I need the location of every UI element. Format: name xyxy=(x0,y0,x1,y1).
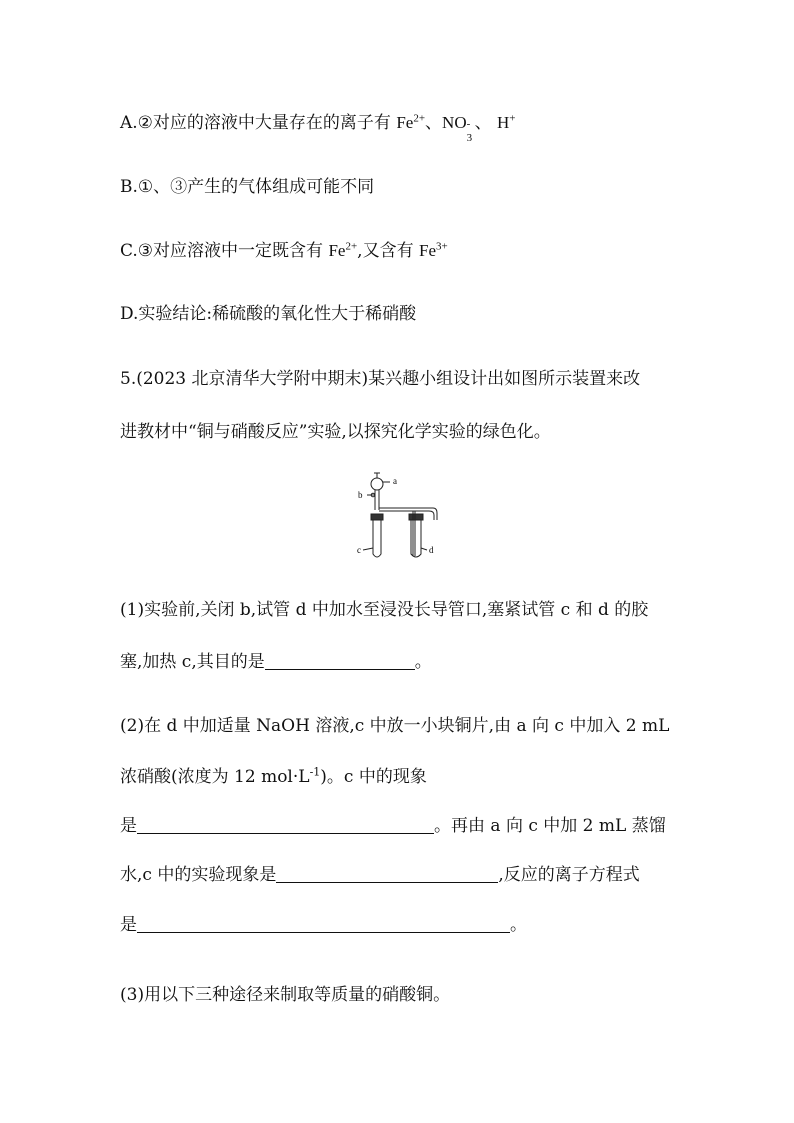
part-2-line5: 是 。 xyxy=(120,915,527,935)
option-d: D.实验结论:稀硫酸的氧化性大于稀硝酸 xyxy=(120,304,417,324)
question-5-line2: 进教材中“铜与硝酸反应”实验,以探究化学实验的绿色化。 xyxy=(120,422,551,442)
part-2-line2: 浓硝酸(浓度为 12 $mol\cdot L^{-1}$)。c 中的现象 xyxy=(120,765,427,787)
option-c-label: C.③对应溶液中一定既含有 xyxy=(120,241,329,261)
part-2-line1: (2)在 d 中加适量 NaOH 溶液,c 中放一小块铜片,由 a 向 c 中加入 2 mL xyxy=(120,716,670,736)
option-a-label: A.②对应的溶液中大量存在的离子有 xyxy=(120,113,397,133)
answer-blank-1[interactable] xyxy=(265,651,415,670)
label-c: c xyxy=(357,545,361,555)
option-b: B.①、③产生的气体组成可能不同 xyxy=(120,177,375,197)
ion-no3: NO xyxy=(442,113,467,132)
separator: 、 xyxy=(474,113,498,133)
answer-blank-2[interactable] xyxy=(137,815,434,834)
answer-blank-3[interactable] xyxy=(276,864,498,883)
ion-h: H xyxy=(497,113,510,132)
apparatus-diagram xyxy=(355,470,445,562)
ion-fe3: Fe xyxy=(418,241,436,260)
label-b: b xyxy=(358,490,363,500)
ion-fe-charge: 2+ xyxy=(413,112,426,125)
ion-fe2-charge: 2+ xyxy=(345,240,358,253)
option-c xyxy=(120,239,448,263)
part-2-line3: 是 。再由 a 向 c 中加 2 mL 蒸馏 xyxy=(120,816,666,836)
answer-blank-4[interactable] xyxy=(137,914,510,933)
part-3-line1: (3)用以下三种途径来制取等质量的硝酸铜。 xyxy=(120,985,451,1005)
part-1-line1: (1)实验前,关闭 b,试管 d 中加水至浸没长导管口,塞紧试管 c 和 d 的胶 xyxy=(120,600,649,620)
ion-fe: Fe xyxy=(396,113,414,132)
ion-fe2: Fe xyxy=(328,241,346,260)
ion-h-charge: + xyxy=(509,112,516,125)
ion-fe3-charge: 3+ xyxy=(435,240,448,253)
part-1-line2: 塞,加热 c,其目的是 。 xyxy=(120,652,432,672)
part-2-line4: 水,c 中的实验现象是 ,反应的离子方程式 xyxy=(120,865,640,885)
separator: 、 xyxy=(425,113,443,133)
label-a: a xyxy=(393,476,397,486)
question-5-line1: 5.(2023 北京清华大学附中期末)某兴趣小组设计出如图所示装置来改 xyxy=(120,369,641,389)
option-a: A.②对应的溶液中大量存在的离子有 $Fe^{2+}$、NO - 3 、 H+ xyxy=(120,112,516,144)
label-d: d xyxy=(429,545,434,555)
option-c-mid: ,又含有 xyxy=(357,241,419,261)
